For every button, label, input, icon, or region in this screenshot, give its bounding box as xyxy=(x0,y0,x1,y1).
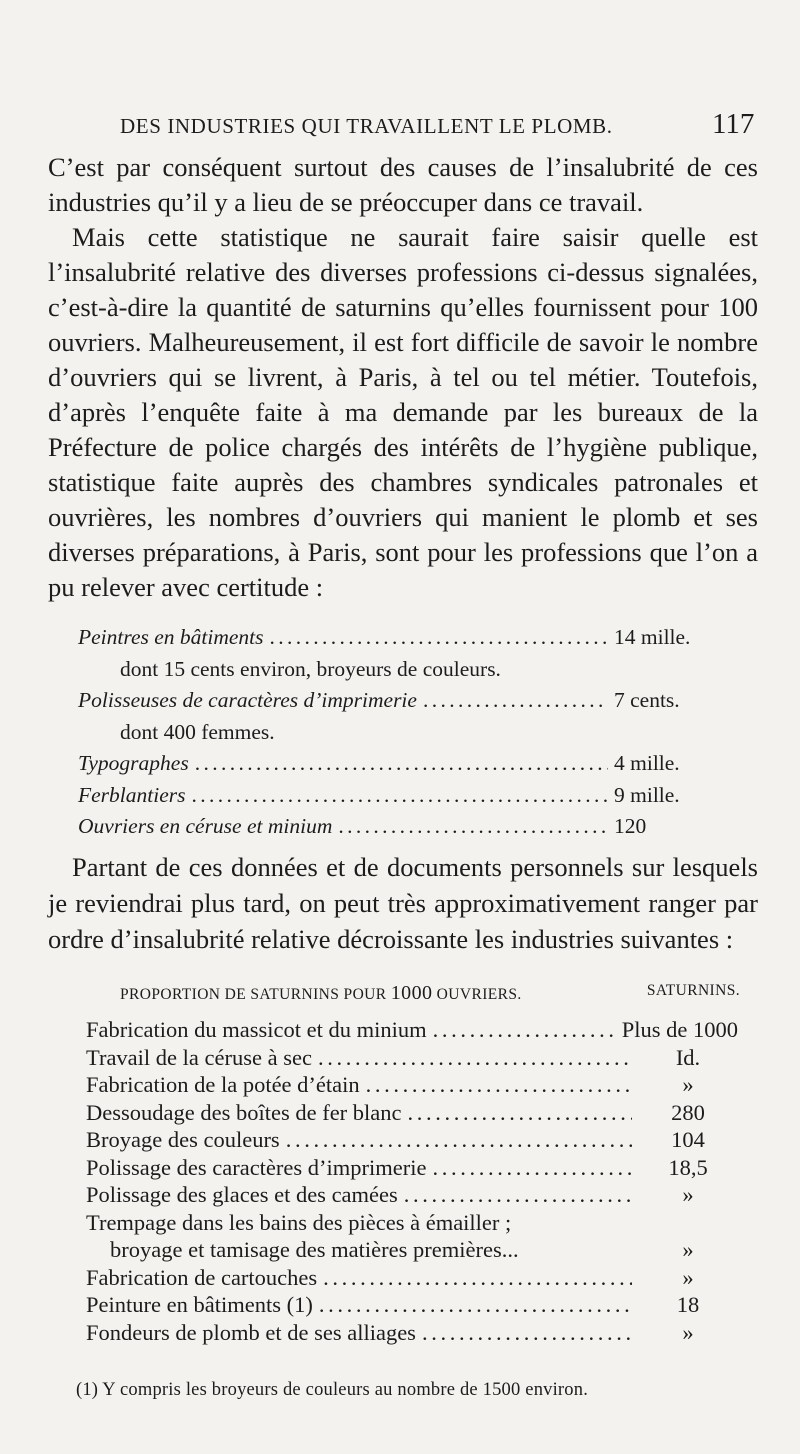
table-row xyxy=(86,1181,738,1209)
industry-name: Broyage des couleurs xyxy=(86,1127,280,1152)
saturnins-value: Id. xyxy=(675,1044,701,1070)
leader-dots xyxy=(404,1181,632,1209)
leader-dots xyxy=(319,1291,632,1319)
saturnins-value: » xyxy=(682,1319,694,1345)
saturnins-value: » xyxy=(682,1237,694,1262)
table-row xyxy=(86,1264,738,1292)
saturnins-value: 18,5 xyxy=(668,1154,708,1180)
saturnins-value: 280 xyxy=(671,1099,705,1125)
industry-name: Fabrication du massicot et du minium xyxy=(86,1017,427,1042)
industry-name: Travail de la céruse à sec xyxy=(86,1044,312,1070)
saturnins-value: Plus de 1000 xyxy=(621,1017,738,1042)
worker-label: Polisseuses de caractères d’imprimerie xyxy=(78,688,417,712)
table-row xyxy=(86,1044,738,1072)
saturnins-value: 104 xyxy=(671,1127,705,1152)
leader-dots xyxy=(318,1044,632,1072)
worker-statistics xyxy=(78,622,718,843)
table-row xyxy=(86,1291,738,1319)
industry-name: Peinture en bâtiments (1) xyxy=(86,1292,313,1317)
table-row xyxy=(86,1071,738,1099)
worker-note: dont 15 cents environ, broyeurs de couleurs. xyxy=(120,656,501,681)
page-number: 117 xyxy=(712,108,755,140)
worker-row xyxy=(78,685,718,717)
industry-name: Fondeurs de plomb et de ses alliages xyxy=(86,1319,416,1345)
industry-name: Fabrication de la potée d’étain xyxy=(86,1072,360,1097)
industry-name: Polissage des caractères d’imprimerie xyxy=(86,1154,427,1180)
table-row xyxy=(86,1319,738,1347)
leader-dots xyxy=(195,748,608,780)
worker-count: 4 mille. xyxy=(614,751,680,775)
worker-label: Typographes xyxy=(78,751,189,775)
leader-dots xyxy=(366,1071,632,1099)
table-row xyxy=(86,1099,738,1127)
table-header xyxy=(120,982,740,1005)
worker-count: 14 mille. xyxy=(614,625,691,649)
leader-dots xyxy=(286,1126,632,1154)
saturnins-value: » xyxy=(682,1264,694,1290)
industry-name: Trempage dans les bains des pièces à émailler ; xyxy=(86,1209,512,1235)
industry-name: Dessoudage des boîtes de fer blanc xyxy=(86,1099,402,1125)
worker-row xyxy=(78,748,718,780)
saturnins-value: » xyxy=(682,1182,694,1207)
worker-row xyxy=(78,622,718,654)
running-header xyxy=(0,108,800,144)
table-row xyxy=(86,1209,738,1237)
industry-name: Polissage des glaces et des camées xyxy=(86,1182,398,1207)
leader-dots xyxy=(408,1099,632,1127)
leader-dots xyxy=(270,622,608,654)
saturnins-value: » xyxy=(682,1072,694,1097)
worker-row xyxy=(78,811,718,843)
worker-note: dont 400 femmes. xyxy=(120,719,275,744)
worker-row xyxy=(78,780,718,812)
worker-count: 7 cents. xyxy=(614,688,680,712)
table-row xyxy=(86,1016,738,1044)
paragraph-1: C’est par conséquent surtout des causes de l’insalubrité de ces industries qu’il y a lieu de se préoccuper dans ce travail. xyxy=(48,152,758,217)
table-header-left: PROPORTION DE SATURNINS POUR 1000 OUVRIERS. xyxy=(120,982,522,1004)
leader-dots xyxy=(422,1319,632,1347)
table-header-right: SATURNINS. xyxy=(646,982,740,999)
table-row xyxy=(86,1236,738,1264)
worker-note-row xyxy=(78,717,718,749)
industry-name: Fabrication de cartouches xyxy=(86,1264,318,1290)
worker-note-row xyxy=(78,654,718,686)
leader-dots xyxy=(423,685,608,717)
footnote: (1) Y compris les broyeurs de couleurs au nombre de 1500 environ. xyxy=(76,1380,589,1400)
leader-dots xyxy=(433,1154,633,1182)
table-row xyxy=(86,1154,738,1182)
leader-dots xyxy=(433,1016,616,1044)
leader-dots xyxy=(323,1264,632,1292)
body-text xyxy=(48,150,758,605)
worker-label: Ouvriers en céruse et minium xyxy=(78,814,333,838)
industry-name: broyage et tamisage des matières premières... xyxy=(110,1237,519,1262)
worker-label: Peintres en bâtiments xyxy=(78,625,264,649)
worker-count: 120 xyxy=(614,814,647,838)
worker-label: Ferblantiers xyxy=(78,782,186,807)
worker-count: 9 mille. xyxy=(614,782,680,807)
paragraph-3: Partant de ces données et de documents personnels sur lesquels je reviendrai plus tard, on peut très approximativement ranger par ordre d’insalubrité relative décroissante les industries suivantes : xyxy=(48,851,758,954)
leader-dots xyxy=(338,811,608,843)
paragraph-2: Mais cette statistique ne saurait faire saisir quelle est l’insalubrité relative des diverses professions ci-dessus signalées, c’est-à-dire la quantité de saturnins qu’elles fournissent pour 100 ouvriers. Malheureusement, il est fort difficile de savoir le nombre d’ouvriers qui se livrent, à Paris, à tel ou tel métier. Toutefois, d’après l’enquête faite à ma demande par les bureaux de la Préfecture de police chargés des intérêts de l’hygiène publique, statistique faite auprès des chambres syndicales patronales et ouvrières, les nombres d’ouvriers qui manient le plomb et ses diverses préparations, à Paris, sont pour les professions que l’on a pu relever avec certitude : xyxy=(48,222,758,602)
leader-dots xyxy=(192,780,609,812)
saturnins-value: 18 xyxy=(676,1292,700,1317)
table-row xyxy=(86,1126,738,1154)
insalubrity-table xyxy=(86,1016,738,1346)
running-title: DES INDUSTRIES QUI TRAVAILLENT LE PLOMB. xyxy=(120,114,613,138)
